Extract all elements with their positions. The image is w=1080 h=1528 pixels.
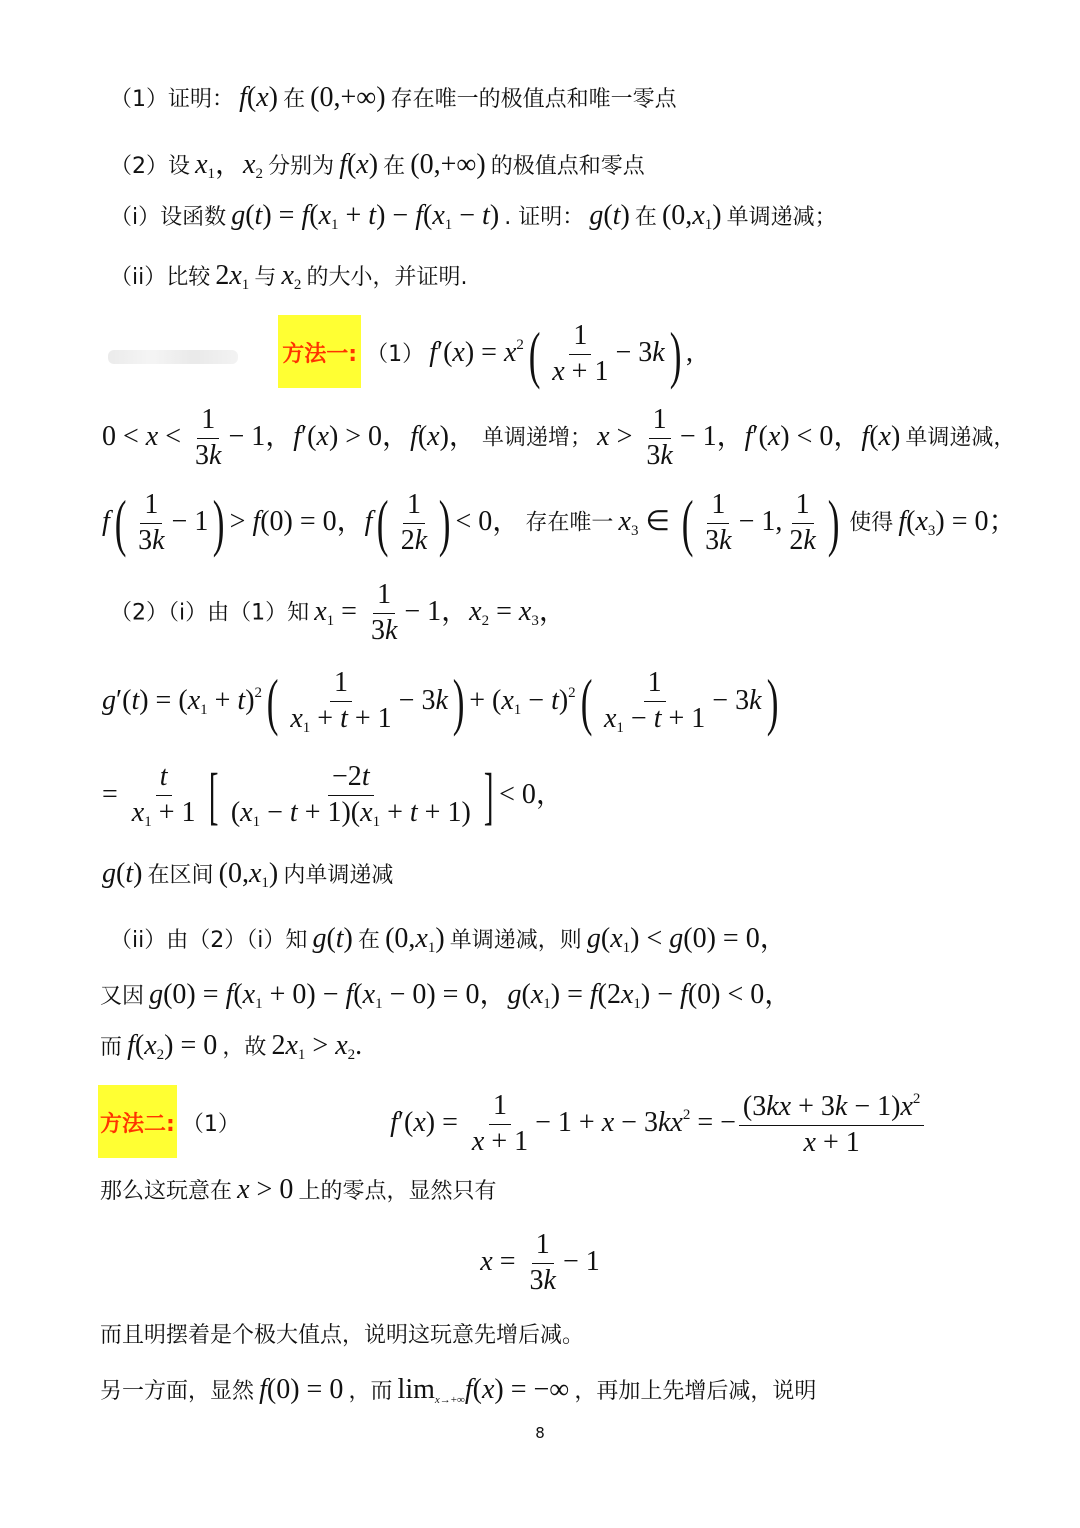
part-ii-line	[110, 916, 1080, 957]
limit-line	[100, 1374, 1080, 1406]
decrease-text: 单调递减，	[905, 425, 1016, 451]
method-2-derivative: f′(x) = $\frac{1}{x + 1}$ − $1 + x - 3kx^2$ = − $\frac{(3kx + 3k - 1)x^2}{x + 1}$	[390, 1107, 927, 1138]
decreasing-text: 内单调递减	[283, 863, 394, 888]
method-1-part: （1）	[366, 342, 425, 367]
g-derivative-formula: $g'(t) = (x_1 + t)^2$( $\frac{1}{x_1 + t + 1}$ − $3k) + (x_1 - t)^2$( $\frac{1}{x_1 - t + 1}$ − 3k)	[102, 666, 779, 738]
problem-i-mid2: 在	[634, 205, 657, 230]
and-text: 而	[100, 1035, 123, 1060]
problem-2-label: （2）设	[110, 154, 190, 179]
problem-2-mid: 分别为	[268, 154, 335, 179]
g-inequality: $g(x_1) < g(0) = 0$，	[586, 923, 788, 956]
maximum-line	[100, 1318, 1080, 1349]
monotonic-line	[102, 405, 1080, 472]
so-text: 那么这玩意在	[100, 1179, 233, 1204]
x3-interval: $x_3$ ∈ ( $\frac{1}{3k}$ − 1, $\frac{1}{2k}$ )	[618, 487, 840, 559]
g0-line	[100, 972, 1080, 1013]
fx-expression: f(x)	[339, 149, 379, 180]
only-zero-text: 上的零点，显然只有	[298, 1179, 497, 1204]
such-that-text: 使得	[849, 510, 894, 536]
x-positive: x > 0	[237, 1174, 294, 1205]
fx2-zero: $f(x_2) = 0$	[127, 1030, 218, 1063]
zero-formula-line	[0, 1230, 1080, 1297]
simplified-formula: = $\frac{t}{x_1 + 1}$ [ $\frac{-2t}{(x_1 - t + 1)(x_1 + t + 1)}$ ] < 0，	[102, 760, 564, 832]
interval-0-x1: $(0,x_1)$	[385, 923, 445, 956]
problem-i-mid: . 证明：	[504, 205, 585, 230]
therefore-text: ，故	[222, 1035, 267, 1060]
zero-existence-line	[102, 487, 1080, 559]
g0-formula: $g(0) = f(x_1 + 0) - f(x_1 - 0) = 0$，$g(x_1) = f(2x_1) - f(0) < 0$，	[149, 979, 793, 1012]
problem-ii-label: （ii）比较	[110, 265, 211, 290]
method-1-highlight: 方法一:	[278, 315, 361, 388]
while-text: ，而	[348, 1379, 393, 1404]
sign-values: f( $\frac{1}{3k}$ − 1) > f(0) = 0，f( $\frac{1}{2k}$ ) < 0，	[102, 487, 521, 559]
blurred-watermark	[108, 350, 238, 364]
fx3-zero: $f(x_3) = 0$；	[898, 505, 1017, 539]
x1-x2: $x_1$，$x_2$	[195, 149, 263, 182]
problem-2-mid2: 在	[383, 154, 406, 179]
problem-i-label: （i）设函数	[110, 205, 227, 230]
maximum-text: 而且明摆着是个极大值点，说明这玩意先增后减。	[100, 1323, 585, 1348]
g-derivative-line	[102, 668, 1080, 736]
g-definition: $g(t) = f(x_1 + t) - f(x_1 - t)$	[231, 200, 500, 233]
gt-expression: g(t)	[589, 200, 630, 231]
interval-0-inf: (0,+∞)	[310, 82, 386, 113]
gt-expression: g(t)	[102, 858, 143, 889]
problem-part-2	[110, 142, 1080, 183]
problem-part-1	[110, 82, 1080, 114]
problem-1-mid: 在	[283, 87, 306, 112]
interval-0-x1: $(0,x_1)$	[661, 200, 722, 233]
problem-1-label: （1）证明：	[110, 87, 234, 112]
problem-1-tail: 存在唯一的极值点和唯一零点	[390, 87, 677, 112]
increase-text: 单调递增；	[482, 425, 593, 451]
part-ii-label: （ii）由（2）（i）知	[110, 928, 308, 953]
interval-0-x1: $(0,x_1)$	[218, 858, 279, 891]
x2: $x_2$	[281, 260, 302, 293]
limit-formula: $\lim_{x\to+\infty}f(x)$ = −∞	[397, 1374, 570, 1406]
f0-zero: f(0) = 0	[259, 1374, 344, 1405]
problem-i-tail: 单调递减；	[726, 205, 837, 230]
fx-expression: f(x)	[239, 82, 278, 113]
problem-ii-mid: 与	[254, 265, 277, 290]
method-2-highlight: 方法二:	[98, 1085, 177, 1158]
problem-part-ii	[110, 260, 1080, 294]
unique-text: 存在唯一	[525, 510, 614, 536]
also-text: 又因	[100, 984, 145, 1009]
problem-part-i	[110, 200, 1080, 234]
method-2-part: （1）	[181, 1112, 240, 1137]
zero-formula: x = $\frac{1}{3k}$ − 1	[480, 1229, 600, 1296]
gt-expression: g(t)	[312, 923, 353, 954]
conclusion-line	[100, 1030, 1080, 1064]
then-text: 单调递减，则	[449, 928, 582, 953]
interval-0-inf: (0,+∞)	[410, 149, 486, 180]
part-2i-line	[110, 580, 1080, 647]
problem-2-tail: 的极值点和零点	[490, 154, 645, 179]
in-interval-text: 在区间	[147, 863, 214, 888]
two-x1: $2x_1$	[215, 260, 250, 293]
in-text: 在	[357, 928, 380, 953]
part-2i-label: （2）（i）由（1）知	[110, 600, 310, 626]
problem-ii-tail: 的大小，并证明.	[306, 265, 468, 290]
method-2-line	[98, 1085, 1080, 1158]
increase-condition: 0 < x < $\frac{1}{3k}$ − 1，f′(x) > 0，f(x)，	[102, 404, 477, 471]
conclusion-text: ，再加上先增后减，说明	[574, 1379, 817, 1404]
other-hand-text: 另一方面，显然	[100, 1379, 255, 1404]
decrease-condition: x > $\frac{1}{3k}$ − 1，f′(x) < 0，f(x)	[597, 404, 901, 471]
x1-x2-values: $x_1$ = $\frac{1}{3k}$ − 1，$x_2 = x_3$，	[314, 579, 567, 646]
derivative-formula: $f'(x) = x^2$( $\frac{1}{x + 1}$ − 3k) ,	[429, 318, 694, 390]
final-inequality: $2x_1 > x_2$.	[271, 1030, 363, 1063]
g-decreasing-line	[102, 858, 1080, 892]
g-derivative-simplified	[102, 762, 1080, 830]
method-1-line	[108, 315, 1080, 388]
page-number: 8	[535, 1424, 545, 1442]
zero-point-line	[100, 1174, 1080, 1206]
